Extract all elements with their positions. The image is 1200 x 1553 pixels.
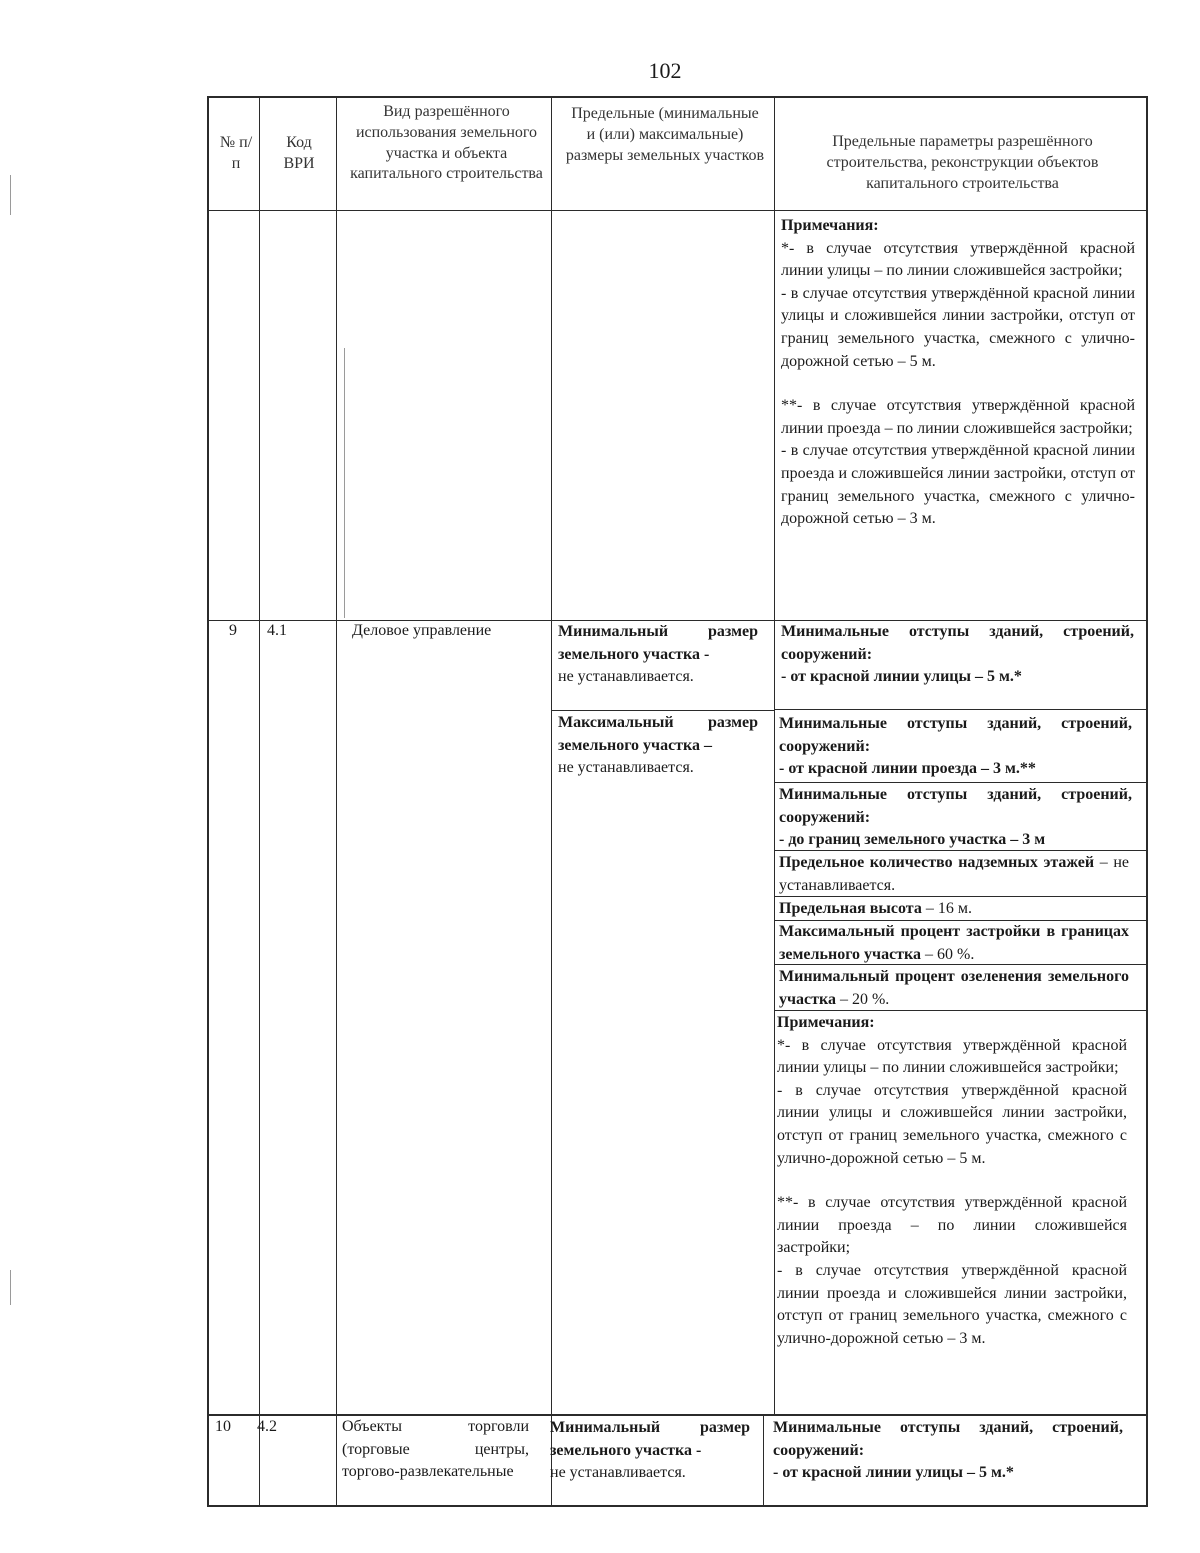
header-code: Код ВРИ [283,134,315,172]
row10-code: 4.2 [257,1418,277,1435]
note-text: - в случае отсутствия утверждённой красной линии проезда и сложившейся линии застройки, отступ от границ земельного участка, смежного с улично-дорожной сетью – 3 м. [781,442,1135,528]
note-text: **- в случае отсутствия утверждённой красной линии проезда – по линии сложившейся застройки; [781,397,1135,437]
note-text: **- в случае отсутствия утверждённой красной линии проезда – по линии сложившейся застройки; [777,1194,1127,1257]
header-num: № п/п [219,134,253,172]
note-text: - в случае отсутствия утверждённой красной линии проезда и сложившейся линии застройки, отступ от границ земельного участка, смежного с улично-дорожной сетью – 3 м. [777,1261,1127,1347]
notes-title: Примечания: [777,1014,875,1031]
param-label: Минимальные отступы зданий, строений, сооружений: [779,786,1132,826]
param-value: – 16 м. [921,900,972,917]
row10-param-setback-street [773,1417,1123,1485]
param-label: Минимальные отступы зданий, строений, сооружений: [781,623,1134,663]
column-separator [763,1414,764,1507]
row9-param-setback-passage [779,713,1132,781]
min-size-label: Минимальный размер земельного участка - [558,623,758,663]
page-number: 102 [648,58,682,83]
scan-artifact-line [10,175,11,215]
param-value: – не устанавливается. [779,854,1129,894]
row8-notes-cell [781,215,1135,531]
header-bottom-border [207,210,1148,211]
row9-min-size [558,621,758,689]
column-separator [259,96,260,1507]
notes-title: Примечания: [781,217,879,234]
param-value: - от красной линии проезда – 3 м.** [779,760,1036,778]
row10-use: Объекты торговли (торговые центры, торгово-развлекательные [342,1418,529,1481]
param-value: – 60 %. [921,945,975,963]
row10-min-size [550,1417,750,1485]
column-separator [774,96,775,1416]
header-params: Предельные параметры разрешённого строительства, реконструкции объектов капитального строительства [826,133,1099,192]
max-size-value: не устанавливается. [558,759,694,777]
param-value: - от красной линии улицы – 5 м.* [781,668,1022,686]
param-label: Минимальный процент озеленения земельного участка [779,968,1129,1008]
min-size-value: не устанавливается. [550,1464,686,1482]
param-cell-separator [774,782,1147,783]
scan-artifact-line [10,1270,11,1305]
max-size-label: Максимальный размер земельного участка – [558,714,758,754]
param-cell-separator [774,709,1147,710]
table-top-border [207,96,1148,98]
row9-param-min-greening [779,966,1129,1011]
note-text: - в случае отсутствия утверждённой красной линии улицы и сложившейся линии застройки, отступ от границ земельного участка, смежного с улично-дорожной сетью – 5 м. [777,1081,1127,1167]
row9-code: 4.1 [267,622,287,639]
scan-artifact-line [344,348,345,618]
row9-number: 9 [229,622,237,639]
row9-use: Деловое управление [352,622,492,639]
header-sizes: Предельные (минимальные и (или) максимальные) размеры земельных участков [565,105,765,164]
header-use: Вид разрешённого использования земельного участка и объекта капитального строительства [350,103,543,183]
row9-notes-cell [777,1012,1127,1350]
table-right-border [1146,96,1148,1507]
table-bottom-border [207,1505,1148,1507]
param-label: Минимальные отступы зданий, строений, сооружений: [773,1419,1123,1459]
param-label: Предельное количество надземных этажей [779,854,1095,871]
min-size-label: Минимальный размер земельного участка - [550,1419,750,1459]
note-text: *- в случае отсутствия утверждённой красной линии улицы – по линии сложившейся застройки; [777,1036,1127,1077]
note-text: *- в случае отсутствия утверждённой красной линии улицы – по линии сложившейся застройки; [781,239,1135,280]
size-cell-separator [551,710,774,711]
row9-param-setback-boundary [779,784,1132,852]
row9-max-size [558,712,758,780]
row9-param-height [779,898,1129,921]
table-left-border [207,96,209,1507]
param-value: – 20 %. [835,990,890,1008]
row9-param-floors [779,852,1129,897]
column-separator [551,96,552,1507]
row10-number: 10 [215,1418,231,1435]
row9-param-max-coverage [779,921,1129,966]
param-label: Минимальные отступы зданий, строений, сооружений: [779,715,1132,755]
param-value: - от красной линии улицы – 5 м.* [773,1464,1014,1482]
row9-param-setback-street [781,621,1134,689]
min-size-value: не устанавливается. [558,668,694,686]
param-label: Предельная высота [779,900,922,917]
param-value: - до границ земельного участка – 3 м [779,831,1046,849]
note-text: - в случае отсутствия утверждённой красной линии улицы и сложившейся линии застройки, отступ от границ земельного участка, смежного с улично-дорожной сетью – 5 м. [781,284,1135,370]
param-label: Максимальный процент застройки в границах земельного участка [779,923,1129,963]
column-separator [336,96,337,1507]
